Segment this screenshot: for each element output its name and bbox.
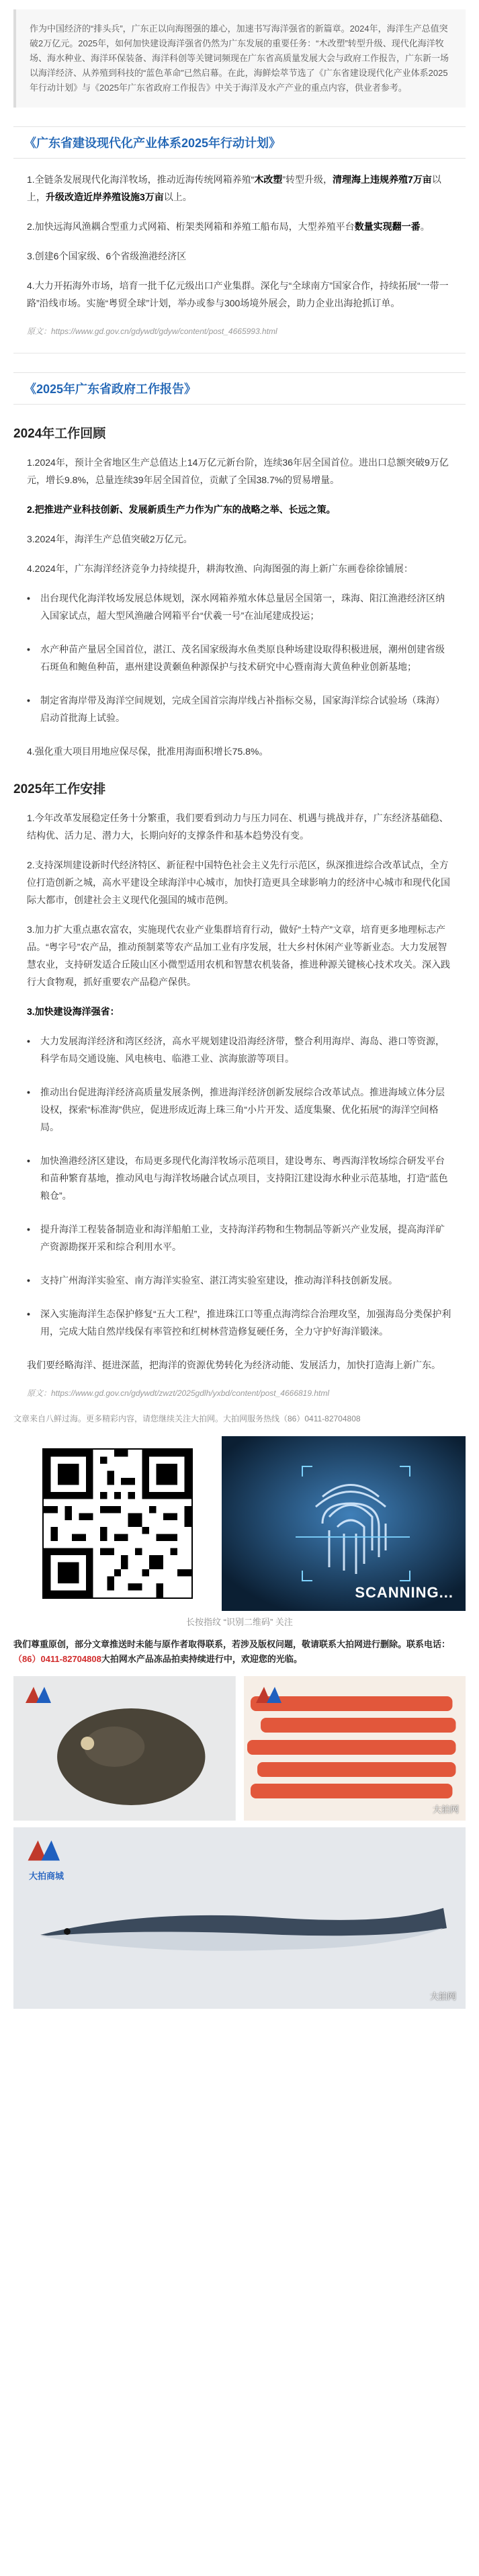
brand-logo bbox=[252, 1683, 290, 1713]
copyright-notice: 我们尊重原创，部分文章推送时未能与原作者取得联系，若涉及版权问题，敬请联系大拍网进行删除。联系电话：（86）0411-82704808大拍网水产品冻品拍卖持续进行中，欢迎您的光临。 bbox=[13, 1639, 451, 1664]
list-item: • 提升海洋工程装备制造业和海洋船舶工业，支持海洋药物和生物制品等新兴产业发展，提高海洋矿产资源勘探开采和综合利用水平。 bbox=[27, 1220, 452, 1255]
credit-line: 文章来自八鲜过海。更多精彩内容，请您继续关注大拍网。大拍网服务热线（86）0411-82704808 bbox=[13, 1414, 361, 1423]
list-item: • 推动出台促进海洋经济高质量发展条例，推进海洋经济创新发展综合改革试点。推进海域立体分层设权，探索“标准海”供应，促进形成近海上珠三角“小片开发、适度集聚、优化拓展”的海洋空间格局。 bbox=[27, 1083, 452, 1136]
brand-logo: 大拍商城 bbox=[23, 1835, 70, 1882]
section1-title: 《广东省建设现代化产业体系2025年行动计划》 bbox=[13, 126, 466, 159]
review-4: 4.2024年，广东海洋经济竞争力持续提升，耕海牧渔、向海图强的海上新广东画卷徐徐铺展： bbox=[27, 563, 413, 574]
plan-heading: 2025年工作安排 bbox=[13, 782, 106, 796]
section2-source-link[interactable]: 原文：https://www.gd.gov.cn/gdywdt/zwzt/2025gdlh/yxbd/content/post_4666819.html bbox=[27, 1388, 330, 1398]
list-item: • 出台现代化海洋牧场发展总体规划，深水网箱养殖水体总量居全国第一，珠海、阳江渔港经济区纳入国家试点，超大型风渔融合网箱平台“伏羲一号”在汕尾建成投运； bbox=[27, 589, 452, 624]
s1-item-4: 4.大力开拓海外市场，培育一批千亿元级出口产业集群。深化与“全球南方”国家合作，持续拓展“一带一路”沿线市场。实施“粤贸全球”计划，举办或参与300场境外展会，助力企业出海抢抓订单。 bbox=[27, 280, 449, 308]
closing-paragraph: 我们要经略海洋、挺进深蓝，把海洋的资源优势转化为经济动能、发展活力，加快打造海上新广东。 bbox=[27, 1360, 441, 1370]
plan-2: 2.支持深圳建设新时代经济特区、新征程中国特色社会主义先行示范区，纵深推进综合改革试点，全方位打造创新之城，高水平建设全球海洋中心城市，加快打造更具全球影响力的经济中心城市和现代化国际大都市，创建社会主义现代化强国的城市范例。 bbox=[27, 860, 450, 905]
list-item: • 加快渔港经济区建设，布局更多现代化海洋牧场示范项目，建设粤东、粤西海洋牧场综合研发平台和苗种繁育基地，推动风电与海洋牧场融合试点项目，支持阳江建设海水种业示范基地，打造“蓝色粮仓”。 bbox=[27, 1152, 452, 1204]
qr-caption: 长按指纹 “识别二维码” 关注 bbox=[186, 1617, 293, 1627]
scanning-label: SCANNING... bbox=[355, 1584, 453, 1601]
s1-item-1: 1.全链条发展现代化海洋牧场，推动近海传统网箱养殖“木改塑”转型升级，清理海上违规养殖7万亩以上，升级改造近岸养殖设施3万亩以上。 bbox=[27, 174, 441, 202]
article-page bbox=[0, 9, 479, 2576]
review-heading: 2024年工作回顾 bbox=[13, 427, 106, 441]
list-item: • 制定省海岸带及海洋空间规划，完成全国首宗海岸线占补指标交易，国家海洋综合试验场（珠海）启动首批海上试验。 bbox=[27, 692, 452, 726]
review-bullet-list bbox=[27, 589, 452, 726]
list-item: • 水产种苗产量居全国首位，湛江、茂名国家级海水鱼类原良种场建设取得积极进展，潮州创建省级石斑鱼和鲍鱼种苗，惠州建设黄颡鱼种源保护与技术研究中心暨南海大黄鱼种业创新基地； bbox=[27, 640, 452, 675]
qr-banner bbox=[13, 1436, 466, 1611]
product-photo-saury bbox=[13, 1827, 466, 2009]
intro-paragraph: 作为中国经济的“排头兵”，广东正以向海图强的雄心，加速书写海洋强省的新篇章。2024年，海洋生产总值突破2万亿元。2025年，如何加快建设海洋强省仍然为广东发展的重要任务：“木改塑”转型升级、现代化海洋牧场、海水种业、海洋环保装备、海洋科创等关键词频现在广东省高质量发展大会与政府工作报告，广东新一场以海洋经济、从养殖到科技的“蓝色革命”已然启幕。在此，海鲜烩萃节选了《广东省建设现代化产业体系2025年行动计划》与《2025年广东省政府工作报告》中关于海洋及水产产业的重点内容，供业者参考。 bbox=[13, 9, 466, 108]
brand-logo bbox=[21, 1683, 59, 1713]
product-photo-crab bbox=[244, 1676, 466, 1821]
fingerprint-scan-panel[interactable] bbox=[222, 1436, 466, 1611]
list-item: • 支持广州海洋实验室、南方海洋实验室、湛江湾实验室建设，推动海洋科技创新发展。 bbox=[27, 1272, 452, 1289]
section1-source-link[interactable]: 原文：https://www.gd.gov.cn/gdywdt/gdyw/content/post_4665993.html bbox=[27, 327, 277, 336]
plan-3: 3.加力扩大重点惠农富农，实施现代农业产业集群培育行动，做好“土特产”文章，培育更多地理标志产品。“粤字号”农产品，推动预制菜等农产品加工业有序发展，壮大乡村休闲产业等新业态。大力发展智慧农业，支持研发适合丘陵山区小微型适用农机和智慧农机装备，推进种源关键核心技术攻关。深入践行大食物观，抓好重要农产品稳产保供。 bbox=[27, 924, 450, 987]
watermark: 大拍网 bbox=[432, 1804, 459, 1815]
qr-code[interactable] bbox=[42, 1448, 193, 1599]
list-item: • 大力发展海洋经济和湾区经济，高水平规划建设沿海经济带，整合利用海岸、海岛、港口等资源，科学布局交通设施、风电核电、临港工业、滨海旅游等项目。 bbox=[27, 1032, 452, 1067]
product-photo-row bbox=[13, 1676, 466, 1821]
plan-4: 3.加快建设海洋强省： bbox=[27, 1006, 120, 1017]
watermark: 大拍网 bbox=[429, 1991, 456, 2001]
plan-bullet-list bbox=[27, 1032, 452, 1340]
s1-item-2: 2.加快远海风渔耦合型重力式网箱、桁架类网箱和养殖工船布局，大型养殖平台数量实现翻一番。 bbox=[27, 221, 430, 232]
section2-title: 《2025年广东省政府工作报告》 bbox=[13, 372, 466, 405]
review-3: 3.2024年，海洋生产总值突破2万亿元。 bbox=[27, 534, 193, 544]
plan-1: 1.今年改革发展稳定任务十分繁重，我们要看到动力与压力同在、机遇与挑战并存，广东经济基础稳、结构优、活力足、潜力大，长期向好的支撑条件和基本趋势没有变。 bbox=[27, 813, 449, 841]
review-end: 4.强化重大项目用地应保尽保，批准用海面积增长75.8%。 bbox=[27, 746, 269, 757]
review-2: 2.把推进产业科技创新、发展新质生产力作为广东的战略之举、长远之策。 bbox=[27, 504, 336, 515]
review-1: 1.2024年，预计全省地区生产总值达上14万亿元新台阶，连续36年居全国首位。进出口总额突破9万亿元，增长9.8%，总量连续39年居全国首位，贡献了全国38.7%的贸易增量。 bbox=[27, 457, 449, 485]
divider bbox=[13, 353, 466, 354]
list-item: • 深入实施海洋生态保护修复“五大工程”，推进珠江口等重点海湾综合治理攻坚，加强海岛分类保护利用，完成大陆自然岸线保有率管控和红树林营造修复硬任务，全力守护好海洋锻涞。 bbox=[27, 1305, 452, 1340]
s1-item-3: 3.创建6个国家级、6个省级渔港经济区 bbox=[27, 251, 187, 261]
product-photo-fish bbox=[13, 1676, 236, 1821]
